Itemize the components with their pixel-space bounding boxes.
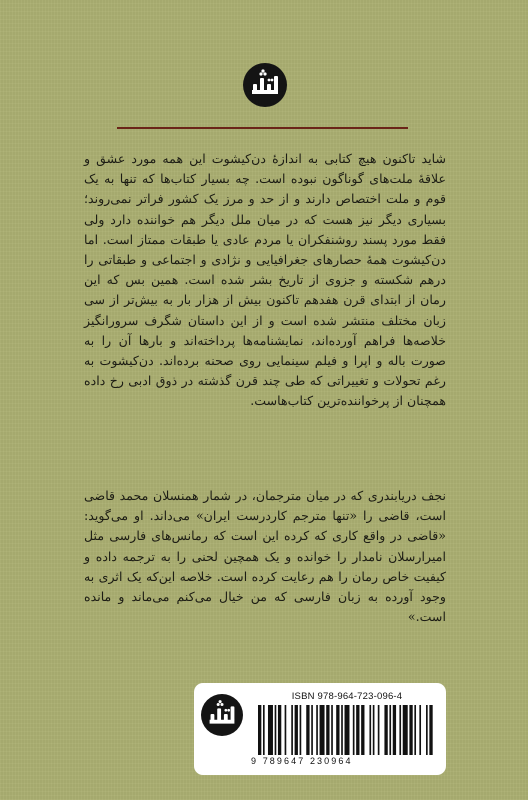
barcode-bar <box>356 705 359 755</box>
barcode-bar <box>291 705 293 755</box>
barcode-bar <box>409 705 412 755</box>
barcode-bar <box>336 705 339 755</box>
barcode-bar <box>373 705 375 755</box>
barcode-bar <box>331 705 333 755</box>
barcode-bar <box>326 705 329 755</box>
barcode-bar <box>361 705 364 755</box>
barcode-bar <box>403 705 408 755</box>
barcode-bar <box>426 705 428 755</box>
barcode-bar <box>295 705 298 755</box>
barcode-bar <box>268 705 273 755</box>
publisher-logo-glyph <box>243 63 287 107</box>
barcode-bar <box>306 705 309 755</box>
barcode-bar <box>311 705 313 755</box>
barcode-bar <box>263 705 265 755</box>
publisher-logo-small-icon <box>201 694 243 736</box>
barcode-bar <box>300 705 302 755</box>
divider-rule <box>117 127 408 129</box>
barcode-bar <box>369 705 371 755</box>
publisher-logo-small-glyph <box>201 694 243 736</box>
isbn-label: ISBN 978-964-723-096-4 <box>291 691 403 702</box>
barcode-bar <box>341 705 343 755</box>
barcode-bar <box>353 705 355 755</box>
blurb-paragraph-2 <box>84 486 446 627</box>
barcode-panel <box>194 683 446 775</box>
barcode-bar <box>384 705 387 755</box>
barcode-bar <box>278 705 281 755</box>
barcode-bar <box>258 705 261 755</box>
blurb-paragraph-2-text: نجف دریابندری که در میان مترجمان، در شمار همنسلان محمد قاضی است، قاضی را «تنها مترجم کاردرست ایران» می‌داند. او می‌گوید: «قاضی در واقع کاری که کرده این است که رمانس‌های فارسی مثل امیرارسلان نامدار را خوانده و یک همچین لحنی را به ترجمه داده و کیفیت خاص رمان را هم رعایت کرده است. خلاصه این‌که یک اثری به وجود آورده به زبان فارسی که من خیال می‌کنم می‌ماند و مانده است.» <box>84 488 446 625</box>
barcode-bar <box>414 705 416 755</box>
barcode-bar <box>345 705 350 755</box>
barcode-bars <box>258 705 436 755</box>
barcode-digits: 9 789647 230964 <box>251 756 353 766</box>
barcode-bar <box>429 705 432 755</box>
publisher-logo-icon <box>243 63 287 107</box>
barcode-bar <box>399 705 401 755</box>
blurb-paragraph-1 <box>84 149 446 412</box>
barcode-bar <box>393 705 396 755</box>
barcode-bar <box>316 705 318 755</box>
barcode-bar <box>320 705 325 755</box>
barcode-bar <box>389 705 391 755</box>
barcode-bar <box>285 705 287 755</box>
barcode-bar <box>378 705 380 755</box>
barcode-bar <box>275 705 277 755</box>
barcode-bar <box>419 705 421 755</box>
blurb-paragraph-1-text: شاید تاکنون هیچ کتابی به اندازهٔ دن‌کیشوت این همه مورد عشق و علاقهٔ ملت‌های گوناگون نبوده است. چه بسیار کتاب‌ها که تنها به یک قوم و ملت اختصاص دارند و از حد و مرز یک کشور فراتر نمی‌روند؛ بسیاری دیگر نیز هست که در میان ملل دیگر هم خواننده دارد ولی فقط مورد پسند روشنفکران یا مردم عادی یا طبقات ممتاز است. اما دن‌کیشوت همهٔ حصارهای جغرافیایی و نژادی و اجتماعی و طبقاتی را درهم شکسته و جزوی از تاریخ بشر شده است. همین بس که این رمان از ابتدای قرن هفدهم تاکنون بیش از هزار بار به بیش‌تر از سی زبان مختلف منتشر شده است و از این داستان شگرف سرورانگیز خلاصه‌ها فراهم آورده‌اند، نمایشنامه‌ها پرداخته‌اند و بارها آن را به صورت باله و اپرا و فیلم سینمایی روی صحنه برده‌اند. دن‌کیشوت به رغم تحولات و تغییراتی که طی چند قرن گذشته در ذوق ادبی رخ داده همچنان از پرخواننده‌ترین کتاب‌هاست. <box>84 151 446 409</box>
